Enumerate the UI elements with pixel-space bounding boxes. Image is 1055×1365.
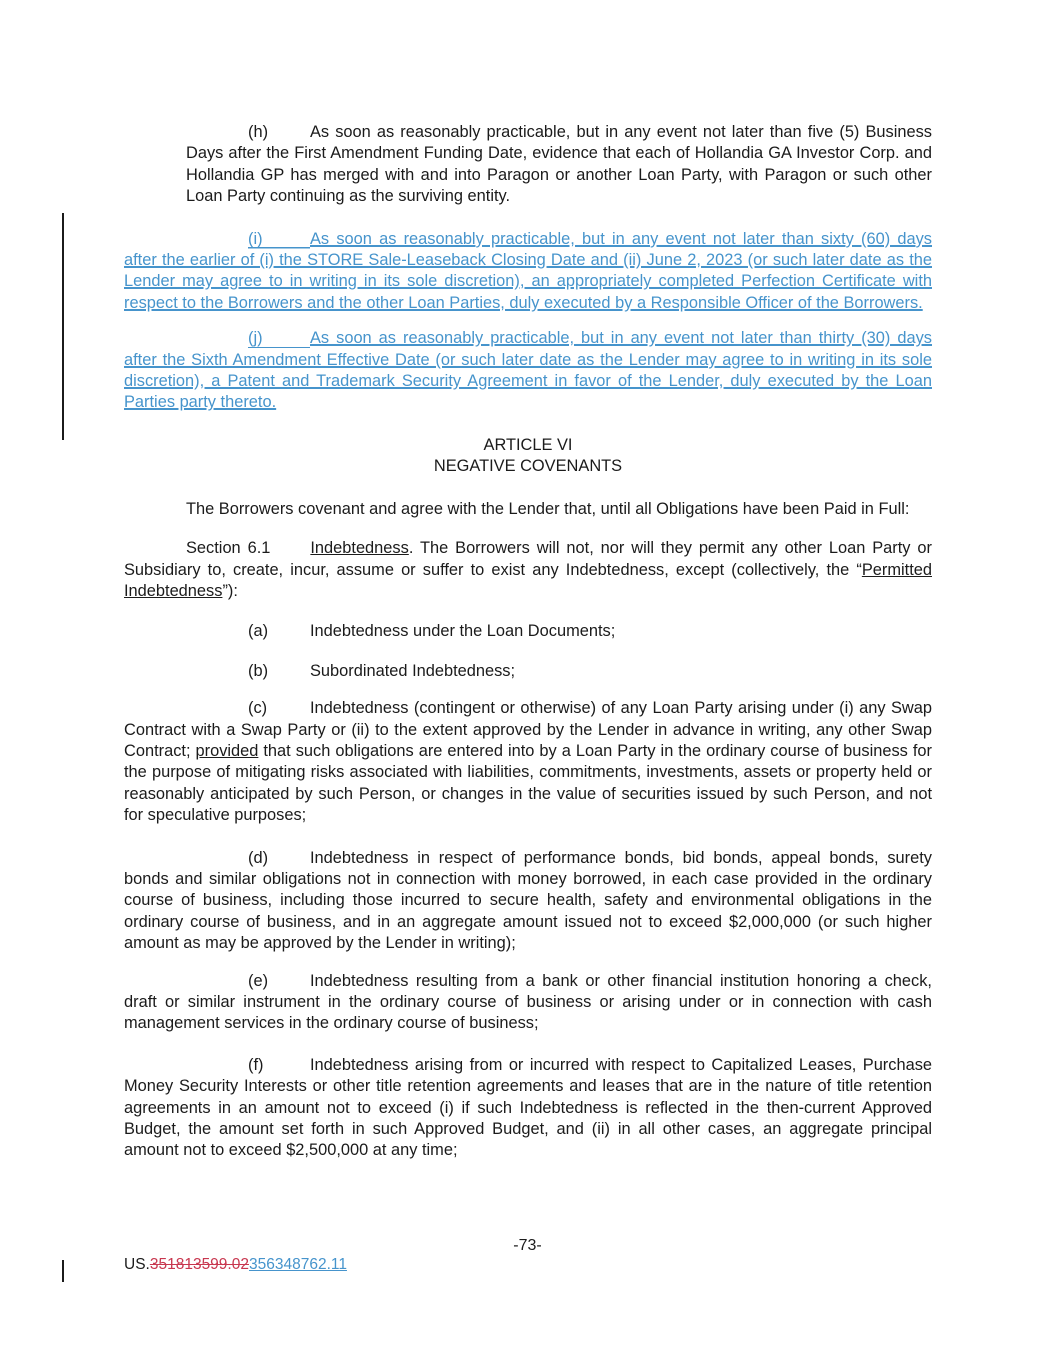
item-f-text: Indebtedness arising from or incurred with respect to Capitalized Leases, Purchase Money Security Interests or other title retention agreements and leases that are in the nature of title retention agreements in an amount not to exceed (i) if such Indebtedness is reflected in the then-current Approved Budget, the amount set forth in such Approved Budget, and (ii) in all other cases, an aggregate principal amount not to exceed $2,500,000 at any time; bbox=[124, 1055, 932, 1160]
covenant-intro: The Borrowers covenant and agree with the Lender that, until all Obligations have been Paid in Full: bbox=[186, 499, 910, 518]
change-bar-footer bbox=[62, 1260, 64, 1282]
item-d-label: (d) bbox=[248, 848, 269, 867]
page-number: -73- bbox=[513, 1237, 542, 1254]
item-d bbox=[124, 848, 932, 955]
article-title: ARTICLE VI bbox=[483, 435, 573, 454]
item-a bbox=[124, 621, 932, 642]
document-body bbox=[124, 122, 932, 1162]
item-a-label: (a) bbox=[248, 622, 269, 641]
item-e-text: Indebtedness resulting from a bank or other financial institution honoring a check, draft or similar instrument in the ordinary course of business or arising under or in connection with cash management services in the ordinary course of business; bbox=[124, 971, 932, 1033]
section-body: . The Borrowers will not, nor will they permit any other Loan Party or Subsidiary to, create, incur, assume or suffer to exist any Indebtedness, except (collectively, the “ bbox=[124, 539, 932, 579]
paragraph-j-text: As soon as reasonably practicable, but in any event not later than thirty (30) days after the Sixth Amendment Effective Date (or such later date as the Lender may agree to in writing in its sole discretion), a Patent and Trademark Security Agreement in favor of the Lender, duly executed by the Loan Parties party thereto. bbox=[124, 329, 932, 412]
section-tail: ”): bbox=[222, 581, 238, 600]
defined-term: Permitted Indebtedness bbox=[124, 560, 932, 600]
section-term: Indebtedness bbox=[310, 539, 409, 558]
item-a-text: Indebtedness under the Loan Documents; bbox=[310, 622, 616, 641]
doc-id-deleted: 351813599.02 bbox=[149, 1256, 249, 1273]
section-label: Section 6.1 bbox=[186, 539, 271, 558]
item-e bbox=[124, 971, 932, 1035]
paragraph-i-inserted bbox=[124, 229, 932, 315]
doc-id-prefix: US. bbox=[124, 1256, 150, 1273]
paragraph-i-label: (i) bbox=[248, 230, 310, 249]
item-f bbox=[124, 1055, 932, 1162]
item-c-text-pre: Indebtedness (contingent or otherwise) of any Loan Party arising under (i) any Swap Contract with a Swap Party or (ii) to the extent approved by the Lender in advance in writing, any other Swap Contract; bbox=[124, 699, 932, 760]
paragraph-j-label: (j) bbox=[248, 329, 310, 348]
item-c-text-post: that such obligations are entered into by a Loan Party in the ordinary course of business for the purpose of mitigating risks associated with liabilities, commitments, investments, assets or property held or reasonably anticipated by such Person, or changes in the value of securities issued by such Person, and not for speculative purposes; bbox=[124, 741, 932, 825]
item-c bbox=[124, 698, 932, 826]
item-c-proviso: provided bbox=[195, 741, 259, 760]
paragraph-h bbox=[186, 122, 932, 208]
paragraph-j-inserted bbox=[124, 328, 932, 414]
doc-id-inserted: 356348762.11 bbox=[248, 1256, 347, 1273]
paragraph-h-text: As soon as reasonably practicable, but in any event not later than five (5) Business Days after the First Amendment Funding Date, evidence that each of Hollandia GA Investor Corp. and Hollandia GP has merged with and into Paragon or another Loan Party, with Paragon or such other Loan Party continuing as the surviving entity. bbox=[186, 123, 932, 206]
item-e-label: (e) bbox=[248, 971, 269, 990]
paragraph-h-label: (h) bbox=[248, 123, 269, 141]
document-id-footer bbox=[124, 1256, 347, 1274]
change-bar-insertions bbox=[62, 213, 64, 440]
article-subtitle: NEGATIVE COVENANTS bbox=[433, 457, 623, 476]
item-c-label: (c) bbox=[248, 699, 268, 718]
item-b-label: (b) bbox=[248, 661, 269, 680]
section-6-1 bbox=[124, 538, 932, 602]
item-f-label: (f) bbox=[248, 1055, 264, 1074]
paragraph-i-text: As soon as reasonably practicable, but in any event not later than sixty (60) days after the earlier of (i) the STORE Sale-Leaseback Closing Date and (ii) June 2, 2023 (or such later date as the Lender may agree to in writing in its sole discretion), an appropriately completed Perfection Certificate with respect to the Borrowers and the other Loan Parties, duly executed by a Responsible Officer of the Borrowers. bbox=[124, 229, 932, 312]
item-d-text: Indebtedness in respect of performance bonds, bid bonds, appeal bonds, surety bonds and similar obligations not in connection with money borrowed, in each case provided in the ordinary course of business, including those incurred to secure health, safety and environmental obligations in the ordinary course of business, and in an aggregate amount issued not to exceed $2,000,000 (or such higher amount as may be approved by the Lender in writing); bbox=[124, 848, 932, 953]
item-b bbox=[124, 661, 932, 682]
item-b-text: Subordinated Indebtedness; bbox=[310, 661, 516, 680]
